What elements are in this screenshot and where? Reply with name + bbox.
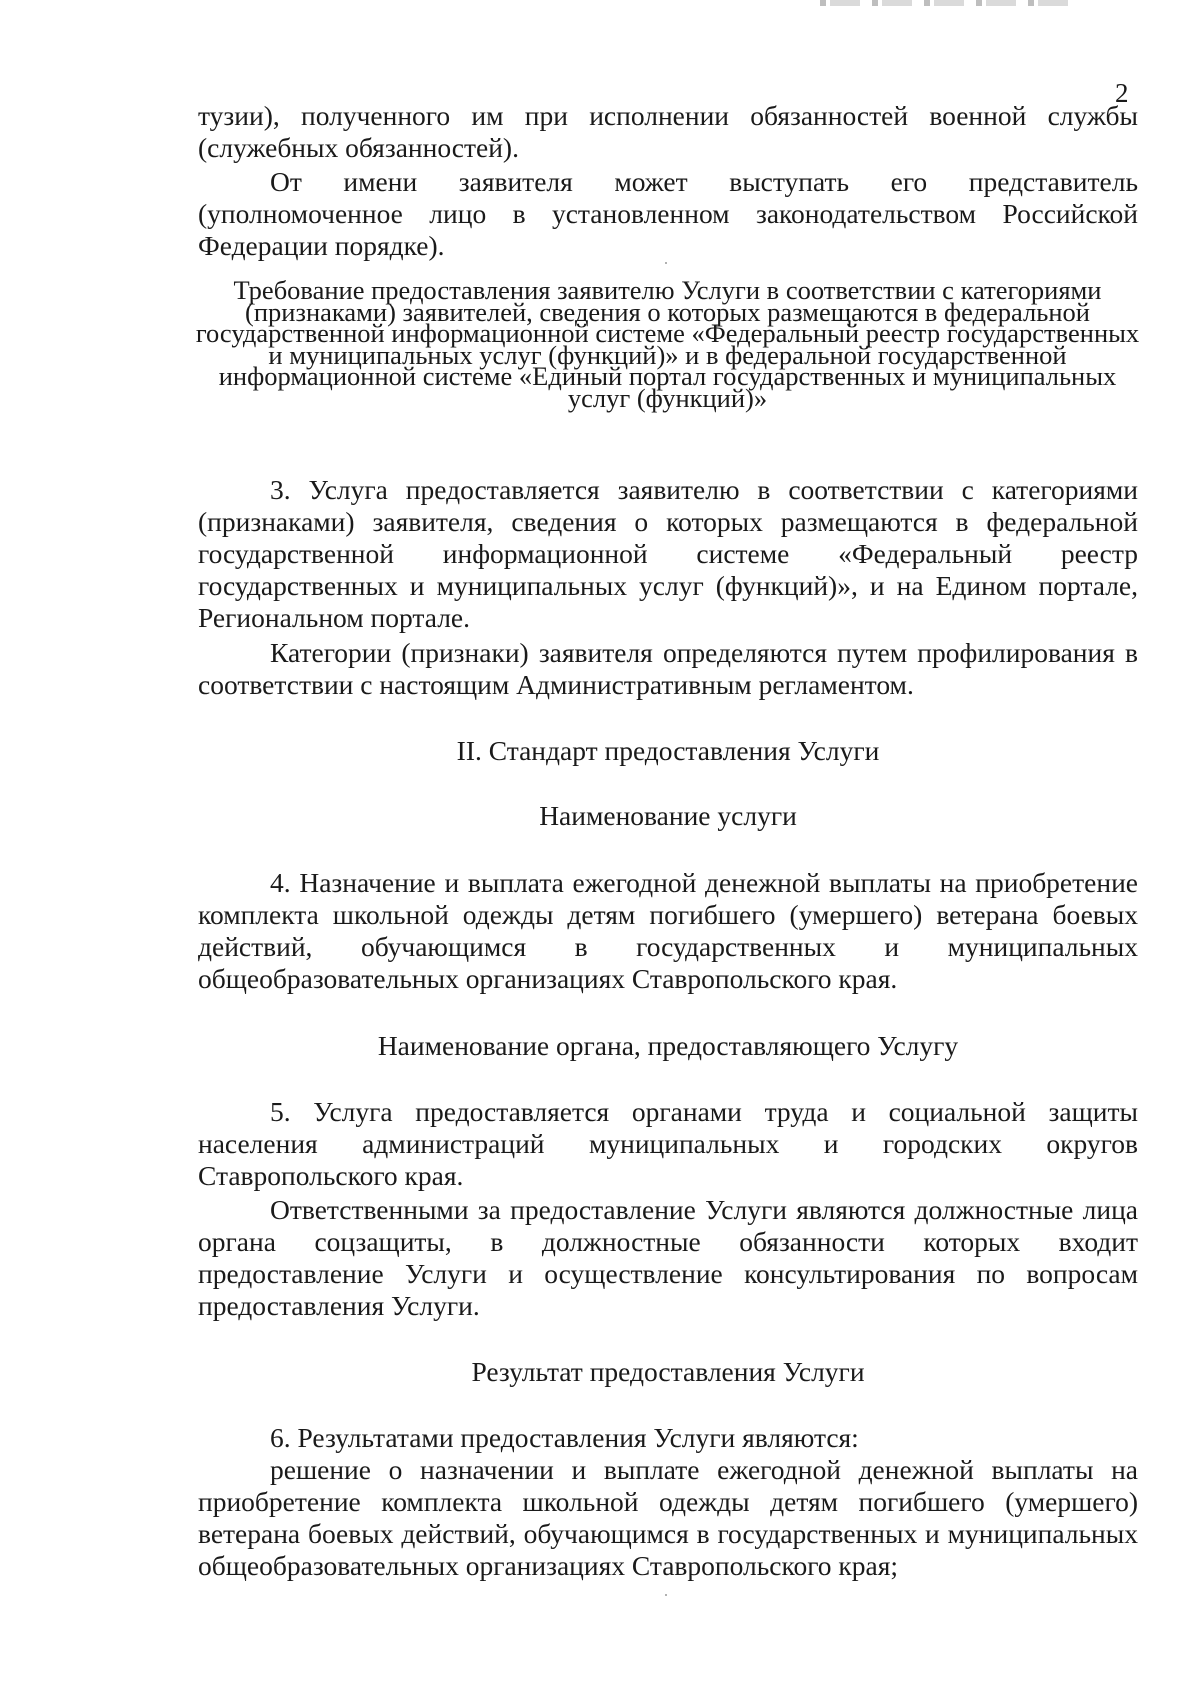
paragraph-4: 4. Назначение и выплата ежегодной денежной выплаты на приобретение комплекта школьной одежды детям погибшего (умершего) ветерана боевых действий, обучающимся в государственных и муниципальных общеобразовательных организациях Ставропольского края. bbox=[198, 867, 1138, 994]
heading-requirement: Требование предоставления заявителю Услуги в соответствии с категориями (признаками) заявителей, сведения о которых размещаются в федеральной государственной информационной системе «Федеральный реестр государственных и муниципальных услуг (функций)» и в федеральной государственной информационной системе «Единый портал государственных и муниципальных услуг (функций)» bbox=[195, 275, 1140, 413]
paragraph-5-responsible: Ответственными за предоставление Услуги являются должностные лица органа соцзащиты, в должностные обязанности которых входит предоставление Услуги и осуществление консультирования по вопросам предоставления Услуги. bbox=[198, 1194, 1138, 1321]
paragraph-6: 6. Результатами предоставления Услуги являются: bbox=[270, 1422, 859, 1453]
paragraph-3-categories: Категории (признаки) заявителя определяются путем профилирования в соответствии с настоящим Административным регламентом. bbox=[198, 637, 1138, 700]
scan-artifact bbox=[820, 0, 1080, 6]
scan-speck bbox=[665, 262, 667, 264]
heading-result: Результат предоставления Услуги bbox=[471, 1356, 865, 1387]
paragraph-5: 5. Услуга предоставляется органами труда и социальной защиты населения администраций муниципальных и городских округов Ставропольского края. bbox=[198, 1096, 1138, 1191]
page-number: 2 bbox=[1115, 78, 1129, 108]
heading-organ: Наименование органа, предоставляющего Услугу bbox=[377, 1030, 959, 1061]
heading-section-2: II. Стандарт предоставления Услуги bbox=[456, 735, 880, 766]
paragraph-representative: От имени заявителя может выступать его представитель (уполномоченное лицо в установленном законодательством Российской Федерации порядке). bbox=[198, 166, 1138, 261]
paragraph-6-decision: решение о назначении и выплате ежегодной денежной выплаты на приобретение комплекта школьной одежды детям погибшего (умершего) ветерана боевых действий, обучающимся в государственных и муниципальных общеобразовательных организациях Ставропольского края; bbox=[198, 1454, 1138, 1581]
paragraph-continuation: тузии), полученного им при исполнении обязанностей военной службы (служебных обязанностей). bbox=[198, 100, 1138, 163]
scan-speck bbox=[665, 1594, 667, 1596]
paragraph-3: 3. Услуга предоставляется заявителю в соответствии с категориями (признаками) заявителя, сведения о которых размещаются в федеральной государственной информационной системе «Федеральный реестр государственных и муниципальных услуг (функций)», и на Едином портале, Региональном портале. bbox=[198, 474, 1138, 633]
heading-service-name: Наименование услуги bbox=[539, 800, 797, 831]
